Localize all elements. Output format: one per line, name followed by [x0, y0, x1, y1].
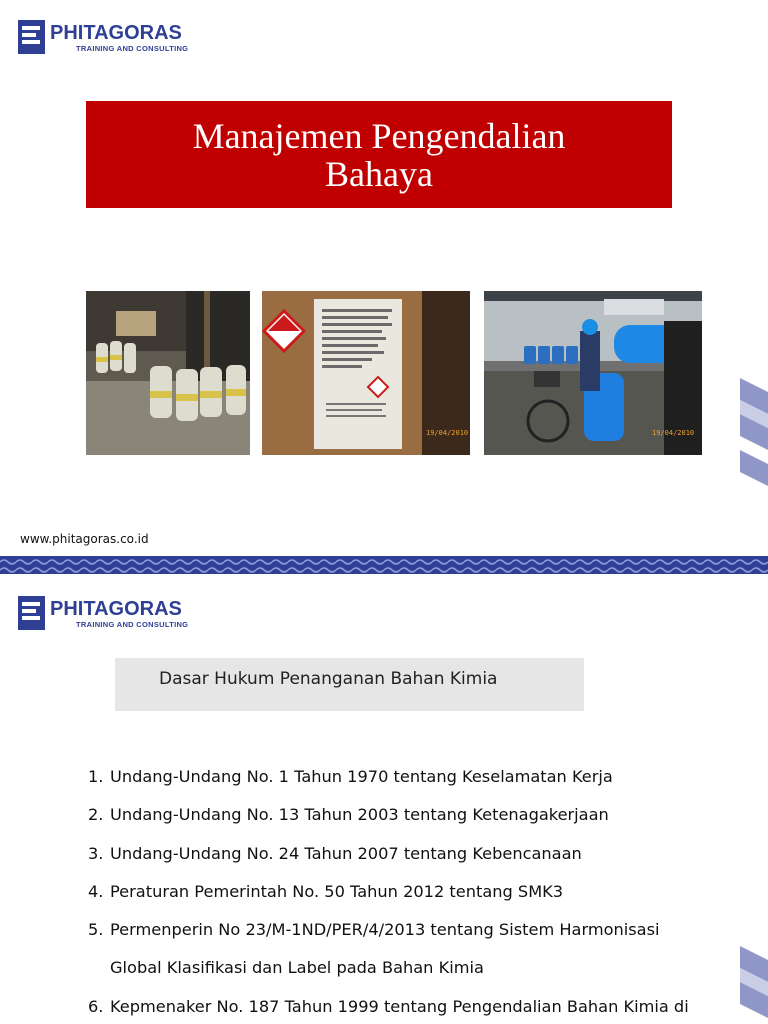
- list-item-continuation: [88, 949, 728, 987]
- phitagoras-logo: [18, 20, 188, 54]
- logo-name: PHITAGORAS: [50, 22, 182, 44]
- decorative-chevrons-icon: [710, 378, 768, 498]
- list-item-text: Permenperin No 23/M-1ND/PER/4/2013 tentang Sistem Harmonisasi: [110, 920, 660, 940]
- section-heading: Dasar Hukum Penanganan Bahan Kimia: [159, 668, 498, 689]
- photo-drum-handling: [484, 291, 702, 455]
- list-item: [88, 758, 728, 796]
- logo-tagline: TRAINING AND CONSULTING: [76, 620, 189, 629]
- slide-title-text: Manajemen Pengendalian Bahaya: [192, 115, 566, 194]
- photo-date-stamp: 19/04/2010: [652, 429, 695, 437]
- list-item-text: Undang-Undang No. 1 Tahun 1970 tentang Keselamatan Kerja: [110, 767, 613, 786]
- list-item-text: Global Klasifikasi dan Label pada Bahan Kimia: [110, 958, 484, 978]
- decorative-chevrons-icon: [710, 946, 768, 1024]
- list-item-number: 4.: [88, 881, 104, 901]
- list-item-text: Undang-Undang No. 24 Tahun 2007 tentang Kebencanaan: [110, 843, 582, 863]
- list-item: [88, 796, 728, 834]
- list-item-number: 6.: [88, 996, 104, 1016]
- title-banner: [86, 101, 672, 208]
- section-heading-box: [115, 658, 584, 711]
- list-item: [88, 988, 728, 1024]
- slide-divider: [0, 556, 768, 576]
- logo-tagline: TRAINING AND CONSULTING: [76, 44, 189, 53]
- phitagoras-logo: [18, 596, 188, 630]
- list-item-number: 1.: [88, 767, 104, 786]
- list-item-text: Kepmenaker No. 187 Tahun 1999 tentang Pengendalian Bahan Kimia di: [110, 996, 689, 1016]
- list-item: [88, 835, 728, 873]
- logo-mark-icon: [18, 20, 45, 54]
- list-item-number: 5.: [88, 920, 104, 940]
- list-item: [88, 911, 728, 949]
- logo-mark-icon: [18, 596, 45, 630]
- list-item-text: Undang-Undang No. 13 Tahun 2003 tentang Ketenagakerjaan: [110, 805, 609, 825]
- list-item-number: 2.: [88, 805, 104, 825]
- slide-legal-basis: [0, 574, 768, 1024]
- website-url: www.phitagoras.co.id: [20, 532, 149, 546]
- logo-name: PHITAGORAS: [50, 598, 182, 620]
- list-item-number: 3.: [88, 843, 104, 863]
- law-list: [88, 758, 728, 1024]
- list-item: [88, 873, 728, 911]
- photo-gas-cylinders: [86, 291, 250, 455]
- photo-chemical-label: [262, 291, 470, 455]
- photo-date-stamp: 19/04/2010: [426, 429, 469, 437]
- list-item-text: Peraturan Pemerintah No. 50 Tahun 2012 tentang SMK3: [110, 881, 564, 901]
